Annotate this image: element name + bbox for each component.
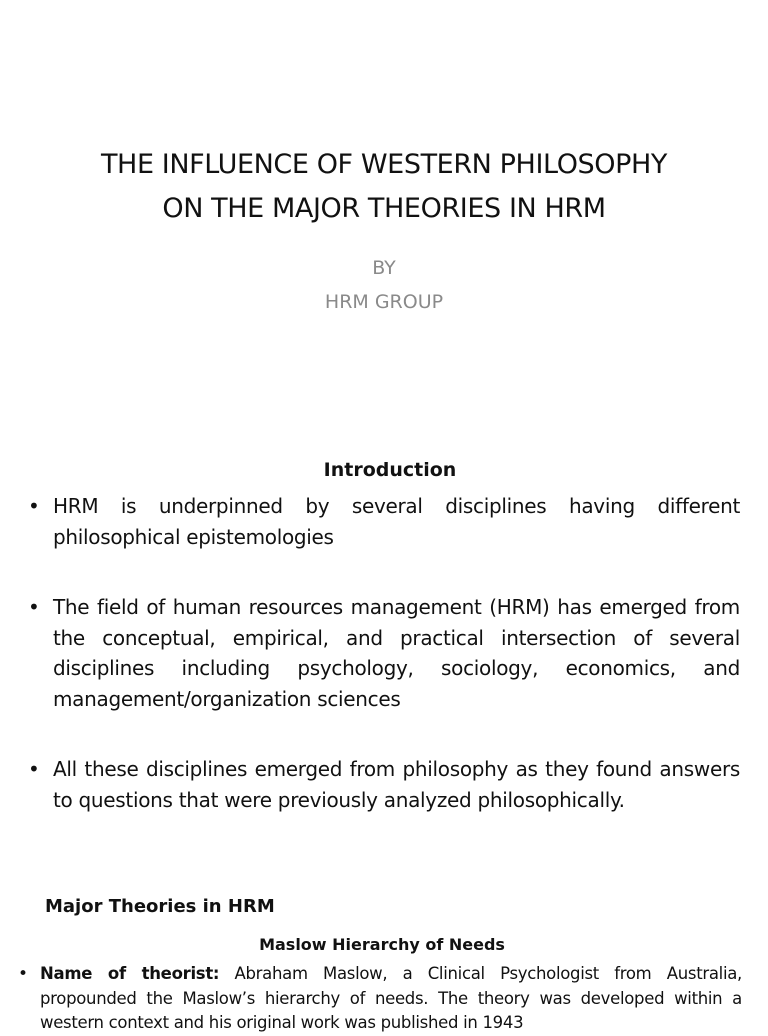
- bullet-text: The field of human resources management (HRM) has emerged from the conceptual, empirical, and practical intersection of several disciplines including psychology, sociology, economics, and management/organization sciences: [53, 595, 740, 711]
- by-label: BY: [372, 257, 396, 279]
- list-item: [28, 754, 740, 815]
- list-item: [28, 592, 740, 714]
- title-line-1: THE INFLUENCE OF WESTERN PHILOSOPHY: [100, 149, 668, 180]
- author-name: HRM GROUP: [324, 291, 444, 313]
- bullet-text: [40, 962, 742, 1036]
- title-line-2: ON THE MAJOR THEORIES IN HRM: [162, 193, 606, 224]
- bullet-text: All these disciplines emerged from philosophy as they found answers to questions that were previously analyzed philosophically.: [53, 757, 740, 812]
- list-item: [18, 962, 742, 1036]
- bullet-text: HRM is underpinned by several disciplines having different philosophical epistemologies: [53, 494, 740, 549]
- bullet-icon: •: [28, 757, 40, 781]
- bullet-lead: Name of theorist:: [40, 964, 220, 983]
- presentation-byline: [0, 251, 768, 319]
- introduction-heading: Introduction: [323, 459, 457, 481]
- bullet-icon: •: [18, 964, 29, 984]
- presentation-title: [0, 143, 768, 231]
- bullet-body: Abraham Maslow, a Clinical Psychologist from Australia, propounded the Maslow’s hierarchy of needs. The theory was developed within a western context and his original work was published in 1943: [40, 964, 742, 1032]
- bullet-icon: •: [28, 494, 40, 518]
- list-item: [28, 491, 740, 552]
- major-theories-heading: Major Theories in HRM: [45, 896, 275, 917]
- maslow-heading: Maslow Hierarchy of Needs: [259, 935, 505, 954]
- bullet-icon: •: [28, 595, 40, 619]
